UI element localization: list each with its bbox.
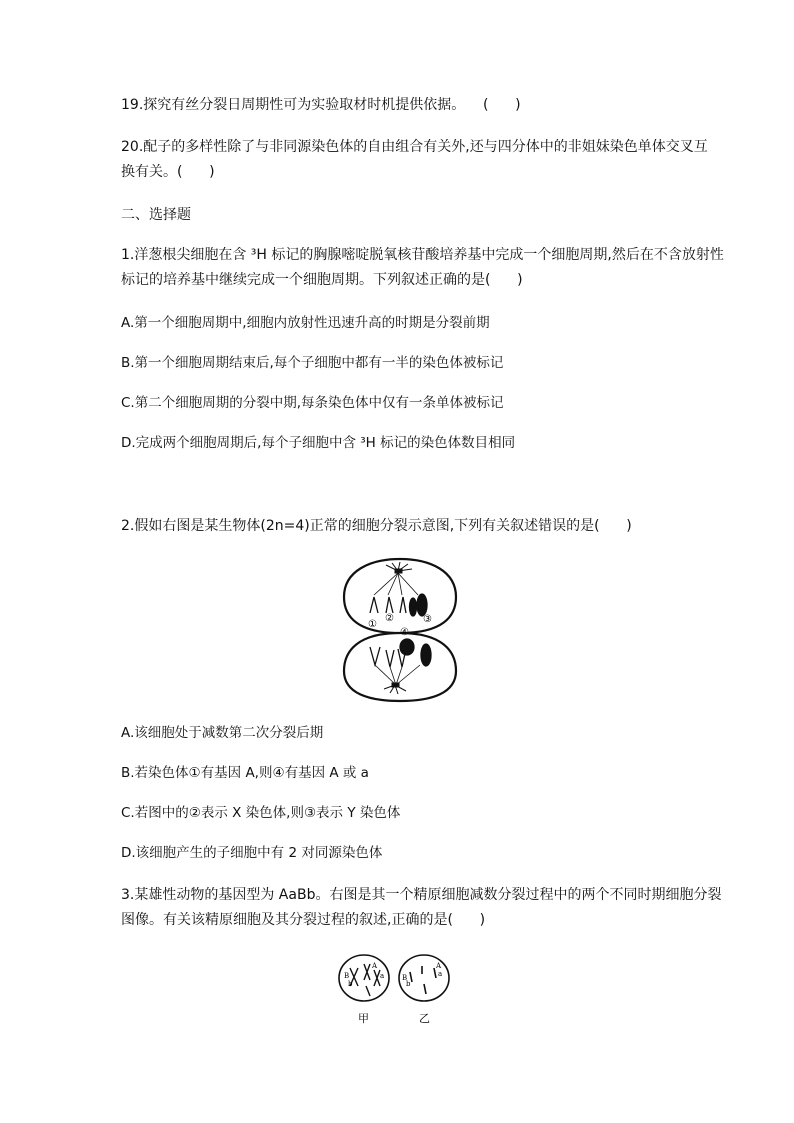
q2-option-d: D.该细胞产生的子细胞中有 2 对同源染色体: [121, 845, 383, 861]
q19-text-line: [121, 95, 521, 115]
q2-stem: 2.假如右图是某生物体(2n=4)正常的细胞分裂示意图,下列有关叙述错误的是( ): [121, 518, 632, 534]
q2-option-c: C.若图中的②表示 X 染色体,则③表示 Y 染色体: [121, 805, 401, 821]
upper-chromosomes: [370, 594, 427, 616]
q3-line-2: 图像。有关该精原细胞及其分裂过程的叙述,正确的是( ): [121, 912, 486, 928]
q1-line-2: 标记的培养基中继续完成一个细胞周期。下列叙述正确的是( ): [121, 272, 523, 288]
gene-label-a2: a: [380, 972, 385, 980]
q1-option-c: C.第二个细胞周期的分裂中期,每条染色体中仅有一条单体被标记: [121, 395, 504, 411]
figure-label-3: ③: [423, 614, 432, 625]
gene-label-a4: a: [438, 970, 443, 978]
q19-stem: 19.探究有丝分裂日周期性可为实验取材时机提供依据。: [121, 97, 466, 113]
q1-option-b: B.第一个细胞周期结束后,每个子细胞中都有一半的染色体被标记: [121, 355, 504, 371]
q1-option-d: D.完成两个细胞周期后,每个子细胞中含 ³H 标记的染色体数目相同: [121, 435, 516, 451]
figure-label-yi: 乙: [419, 1012, 430, 1025]
gene-label-b1: B: [344, 972, 350, 980]
figure-label-1: ①: [368, 619, 377, 630]
gene-label-b3: B: [402, 974, 408, 982]
section-title: 二、选择题: [121, 207, 191, 223]
q19-answer-paren: ( ): [483, 97, 521, 113]
q2-option-a: A.该细胞处于减数第二次分裂后期: [121, 725, 324, 741]
figure-label-jia: 甲: [358, 1012, 369, 1025]
gene-label-a1: A: [372, 962, 378, 970]
gene-label-b2: b: [348, 980, 353, 988]
q3-meiosis-figure: [336, 952, 458, 1028]
q20-line-1: 20.配子的多样性除了与非同源染色体的自由组合有关外,还与四分体中的非姐妹染色单体交叉互: [121, 139, 708, 155]
gene-label-b4: b: [406, 980, 411, 988]
q2-option-b: B.若染色体①有基因 A,则④有基因 A 或 a: [121, 765, 369, 781]
figure-label-4: ④: [400, 627, 409, 638]
q3-line-1: 3.某雄性动物的基因型为 AaBb。右图是其一个精原细胞减数分裂过程中的两个不同时期细胞分裂: [121, 887, 722, 903]
q1-line-1: 1.洋葱根尖细胞在含 ³H 标记的胸腺嘧啶脱氧核苷酸培养基中完成一个细胞周期,然后在不含放射性: [121, 247, 724, 263]
lower-centrosome: [384, 683, 406, 694]
upper-centrosome: [386, 562, 412, 573]
lower-chromosomes: [370, 639, 431, 667]
q1-option-a: A.第一个细胞周期中,细胞内放射性迅速升高的时期是分裂前期: [121, 315, 490, 331]
q20-line-2: 换有关。( ): [121, 164, 215, 180]
q2-cell-division-figure: [340, 555, 460, 705]
gene-label-a3: A: [436, 962, 442, 970]
figure-label-2: ②: [385, 613, 394, 624]
